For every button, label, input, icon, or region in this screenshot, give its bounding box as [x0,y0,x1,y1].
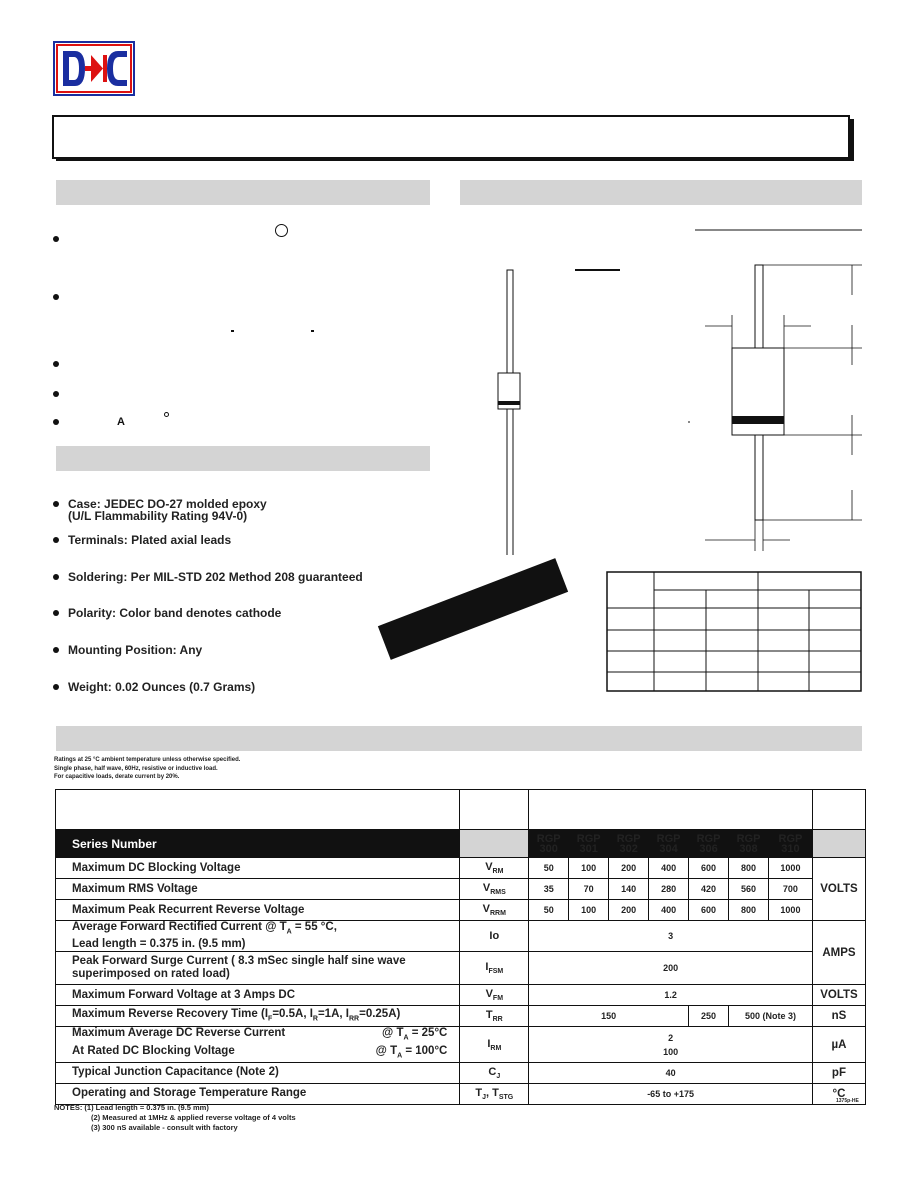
sym-ifsm: $I_{FSM}$ [460,952,529,985]
table-row [56,1062,866,1083]
col-rgp306: RGP 306 [689,830,729,858]
col-rgp301: RGP 301 [569,830,609,858]
sym-trr: $T_{RR}$ [460,1006,529,1027]
mech-mounting: Mounting Position: Any [68,643,203,657]
value-cell: 560 [729,879,769,900]
features-bar [56,180,430,205]
param-vrm: Maximum DC Blocking Voltage [56,858,460,879]
package-bar [460,180,862,205]
footer-note-1: NOTES: (1) Lead length = 0.375 in. (9.5 mm) [54,1103,209,1112]
col-rgp310: RGP 310 [768,830,812,858]
value-cell: 150 [529,1006,689,1027]
col-rgp300: RGP 300 [529,830,569,858]
value-cell: 1.2 [529,985,813,1006]
feature-bullet [53,236,59,242]
table-row [56,921,866,952]
param-irm: Maximum Average DC Reverse Current @ $T_A = 25^\circ C$ At Rated DC Blocking Voltage @ $T_A = 100^\circ C$ [56,1027,460,1063]
param-io: Average Forward Rectified Current @ $T_A = 55$ °C, Lead length = 0.375 in. (9.5 mm) [56,921,460,952]
mech-bullet [53,610,59,616]
series-number-label: Series Number [56,830,460,858]
sym-cj: $C_J$ [460,1062,529,1083]
value-cell: 280 [649,879,689,900]
dec-logo-icon [53,41,135,96]
mech-soldering: Soldering: Per MIL-STD 202 Method 208 guaranteed [68,570,363,584]
mech-bullet [53,574,59,580]
unit-volts: VOLTS [812,858,865,921]
param-trr: Maximum Reverse Recovery Time ($I_F=0.5A$, $I_R=1A$, $I_{RR}=0.25A$) [56,1006,460,1027]
value-cell: 100 [569,858,609,879]
series-gray-cell [460,830,529,858]
unit-ua: µA [812,1027,865,1063]
table-blank-header-row [56,790,866,830]
ratings-note-2: Single phase, half wave, 60Hz, resistive or inductive load. [54,766,218,772]
mechanical-bar [56,446,430,471]
unit-ns: nS [812,1006,865,1027]
value-cell: 2 100 [529,1027,813,1063]
table-row [56,1027,866,1063]
sym-vrrm: $V_{RRM}$ [460,900,529,921]
param-vfm: Maximum Forward Voltage at 3 Amps DC [56,985,460,1006]
col-rgp304: RGP 304 [649,830,689,858]
mech-weight: Weight: 0.02 Ounces (0.7 Grams) [68,680,256,694]
table-row [56,985,866,1006]
unit-gray-cell [812,830,865,858]
sym-io: Io [460,921,529,952]
param-vrrm: Maximum Peak Recurrent Reverse Voltage [56,900,460,921]
unit-degc: °C [812,1083,865,1104]
mech-polarity: Polarity: Color band denotes cathode [68,606,282,620]
value-cell: 3 [529,921,813,952]
table-row [56,1083,866,1104]
param-ifsm: Peak Forward Surge Current ( 8.3 mSec single half sine wave superimposed on rated load) [56,952,460,985]
mech-bullet [53,501,59,507]
table-row [56,879,866,900]
value-cell: 50 [529,858,569,879]
feature-mark [311,330,314,332]
mech-case: Case: JEDEC DO-27 molded epoxy [68,497,267,511]
feature-bullet [53,419,59,425]
value-cell: 70 [569,879,609,900]
feature-circle-icon [275,224,288,237]
value-cell: 50 [529,900,569,921]
footer-doc-code: 1375p-HE [836,1098,859,1104]
feature-mark [231,330,234,332]
table-row [56,952,866,985]
feature-bullet [53,361,59,367]
feature-fragment: A [117,416,125,428]
value-cell: 420 [689,879,729,900]
footer-note-2: (2) Measured at 1MHz & applied reverse voltage of 4 volts [91,1113,296,1122]
col-rgp308: RGP 308 [729,830,769,858]
mech-terminals: Terminals: Plated axial leads [68,533,232,547]
value-cell: 200 [609,900,649,921]
feature-degree-mark [164,412,169,417]
sym-vrms: $V_{RMS}$ [460,879,529,900]
value-cell: 250 [689,1006,729,1027]
feature-bullet [53,391,59,397]
param-tj: Operating and Storage Temperature Range [56,1083,460,1104]
ratings-note-3: For capacitive loads, derate current by 20%. [54,774,180,780]
col-rgp302: RGP 302 [609,830,649,858]
ratings-table [55,789,866,1105]
mech-case-rating: (U/L Flammability Rating 94V-0) [68,509,248,523]
series-header-row [56,830,866,858]
diagonal-stamp [378,558,568,660]
company-logo [53,41,135,96]
value-cell: 400 [649,900,689,921]
param-cj: Typical Junction Capacitance (Note 2) [56,1062,460,1083]
table-row [56,1006,866,1027]
unit-pf: pF [812,1062,865,1083]
mech-bullet [53,647,59,653]
feature-bullet [53,294,59,300]
value-cell: 800 [729,858,769,879]
value-cell: 200 [529,952,813,985]
value-cell: 500 (Note 3) [729,1006,813,1027]
table-row [56,900,866,921]
unit-amps: AMPS [812,921,865,985]
value-cell: 1000 [768,858,812,879]
value-cell: 1000 [768,900,812,921]
title-box-inner [52,115,850,159]
table-row [56,858,866,879]
mech-bullet [53,684,59,690]
dimensions-table [606,571,863,693]
footer-note-3: (3) 300 nS available - consult with factory [91,1123,238,1132]
value-cell: 100 [569,900,609,921]
value-cell: 700 [768,879,812,900]
value-cell: 200 [609,858,649,879]
value-cell: 800 [729,900,769,921]
sym-vrm: $V_{RM}$ [460,858,529,879]
value-cell: 600 [689,900,729,921]
mech-bullet [53,537,59,543]
value-cell: 400 [649,858,689,879]
ratings-note-1: Ratings at 25 °C ambient temperature unless otherwise specified. [54,757,241,763]
value-cell: -65 to +175 [529,1083,813,1104]
value-cell: 35 [529,879,569,900]
value-cell: 140 [609,879,649,900]
value-cell: 40 [529,1062,813,1083]
value-cell: 600 [689,858,729,879]
sym-vfm: $V_{FM}$ [460,985,529,1006]
package-outline-drawing [460,215,870,555]
ratings-bar [56,726,862,751]
param-vrms: Maximum RMS Voltage [56,879,460,900]
unit-volts: VOLTS [812,985,865,1006]
sym-tj: $T_J$, $T_{STG}$ [460,1083,529,1104]
sym-irm: $I_{RM}$ [460,1027,529,1063]
